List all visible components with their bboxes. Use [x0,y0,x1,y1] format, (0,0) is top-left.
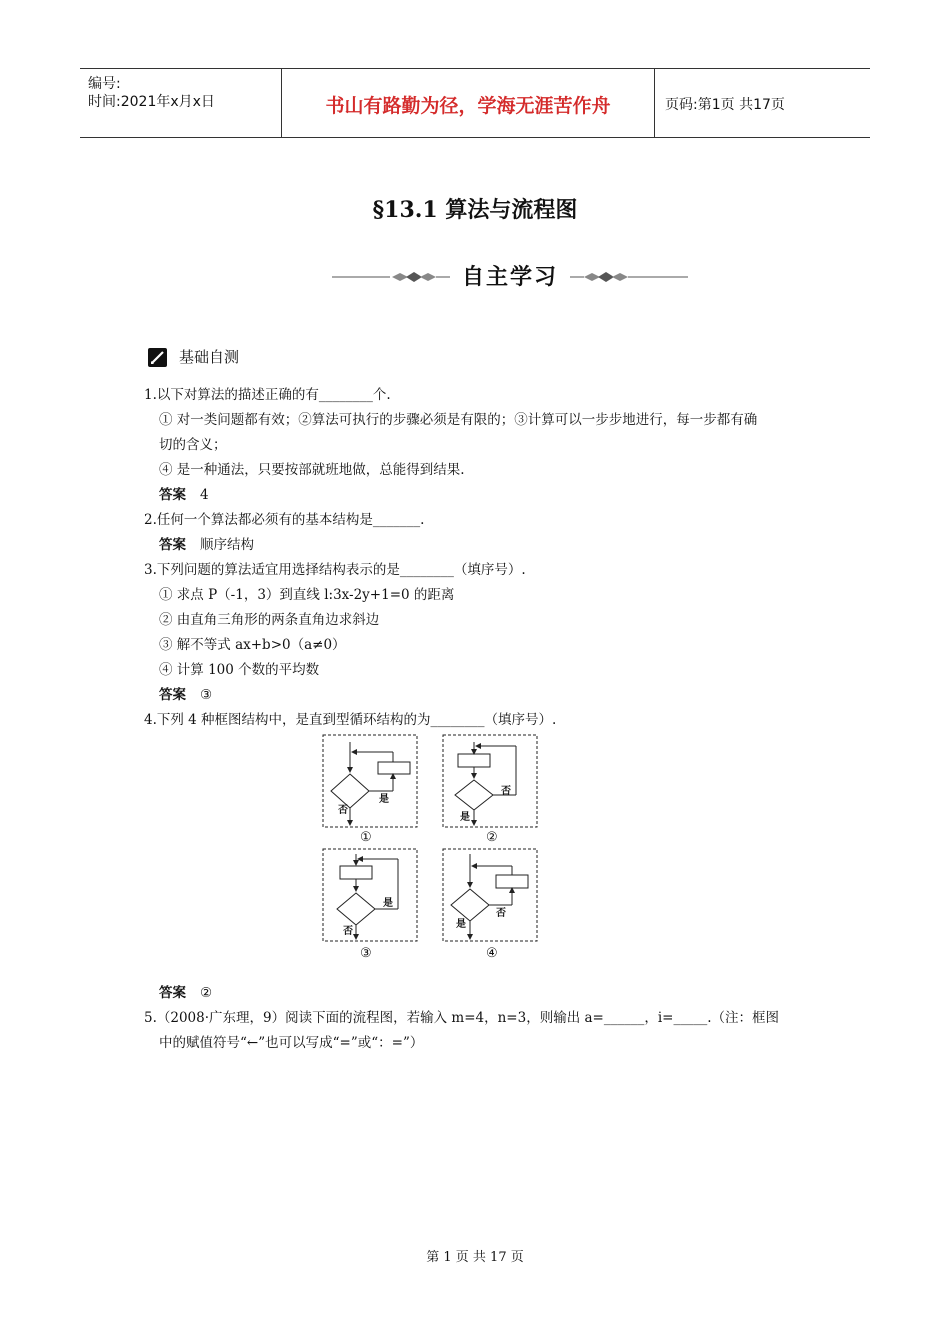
flowchart-1-no-label: 否 [338,805,348,816]
section-title: 自主学习 [461,265,558,290]
flowchart-4-no-label: 否 [496,908,506,919]
answer-label: 答案 [159,537,186,553]
document-header [80,68,870,138]
question-1-line-3: ④ 是一种通法，只要按部就班地做，总能得到结果. [159,462,465,478]
header-meta-cell [80,69,281,137]
question-3-line-1: ① 求点 P（-1，3）到直线 l:3x-2y+1=0 的距离 [159,587,455,603]
flowchart-2-yes-label: 是 [460,812,470,823]
question-1: 1.以下对算法的描述正确的有________个. [144,387,391,403]
answer-value: ③ [200,687,213,703]
question-3-line-2: ② 由直角三角形的两条直角边求斜边 [159,612,380,628]
time-label: 时间:2021年x月x日 [88,94,215,110]
answer-value: 顺序结构 [200,537,254,553]
answer-label: 答案 [159,687,186,703]
serial-label: 编号: [88,76,121,92]
flowchart-3-yes-label: 是 [383,898,393,909]
answer-value: 4 [200,487,209,503]
question-3: 3.下列问题的算法适宜用选择结构表示的是________（填序号）. [144,562,526,578]
question-1-line-2: 切的含义； [159,437,227,453]
answer-label: 答案 [159,487,186,503]
header-page-cell [655,69,870,137]
subsection-title: 基础自测 [179,348,240,366]
flowchart-2-no-label: 否 [501,786,511,797]
header-motto-cell [281,69,655,137]
flowchart-4-number: ④ [486,946,498,961]
section-heading [330,258,690,294]
page-title: §13.1 算法与流程图 [372,197,578,223]
answer-label: 答案 [159,985,186,1001]
flowchart-4-yes-label: 是 [456,919,466,930]
flowchart-1-yes-label: 是 [379,794,389,805]
question-1-line-1: ① 对一类问题都有效；②算法可执行的步骤必须是有限的；③计算可以一步步地进行，每一步都有确 [159,412,758,428]
question-3-line-3: ③ 解不等式 ax+b>0（a≠0） [159,637,346,653]
answer-3 [159,686,212,704]
answer-2 [159,536,254,554]
flowchart-3 [323,849,417,941]
flowchart-2 [443,735,537,827]
page-footer: 第 1 页 共 17 页 [426,1250,524,1265]
question-2: 2.任何一个算法都必须有的基本结构是_______. [144,512,425,528]
pencil-icon [148,348,167,367]
question-5-line-2: 中的赋值符号“←”也可以写成“=”或“：=”） [159,1035,424,1051]
question-3-line-4: ④ 计算 100 个数的平均数 [159,662,320,678]
flowchart-2-number: ② [486,830,498,845]
page-info: 页码:第1页 共17页 [665,97,785,113]
flowchart-3-number: ③ [360,946,372,961]
question-4: 4.下列 4 种框图结构中，是直到型循环结构的为________（填序号）. [144,712,557,728]
flowchart-3-no-label: 否 [343,926,353,937]
answer-1 [159,486,209,504]
question-5-line-1: 5.（2008·广东理，9）阅读下面的流程图，若输入 m=4，n=3，则输出 a=______，i=_____.（注：框图 [144,1010,780,1026]
answer-value: ② [200,985,213,1001]
flowchart-1-number: ① [360,830,372,845]
flowchart-diagrams [322,734,540,966]
motto: 书山有路勤为径，学海无涯苦作舟 [325,95,611,117]
answer-4 [159,984,212,1002]
